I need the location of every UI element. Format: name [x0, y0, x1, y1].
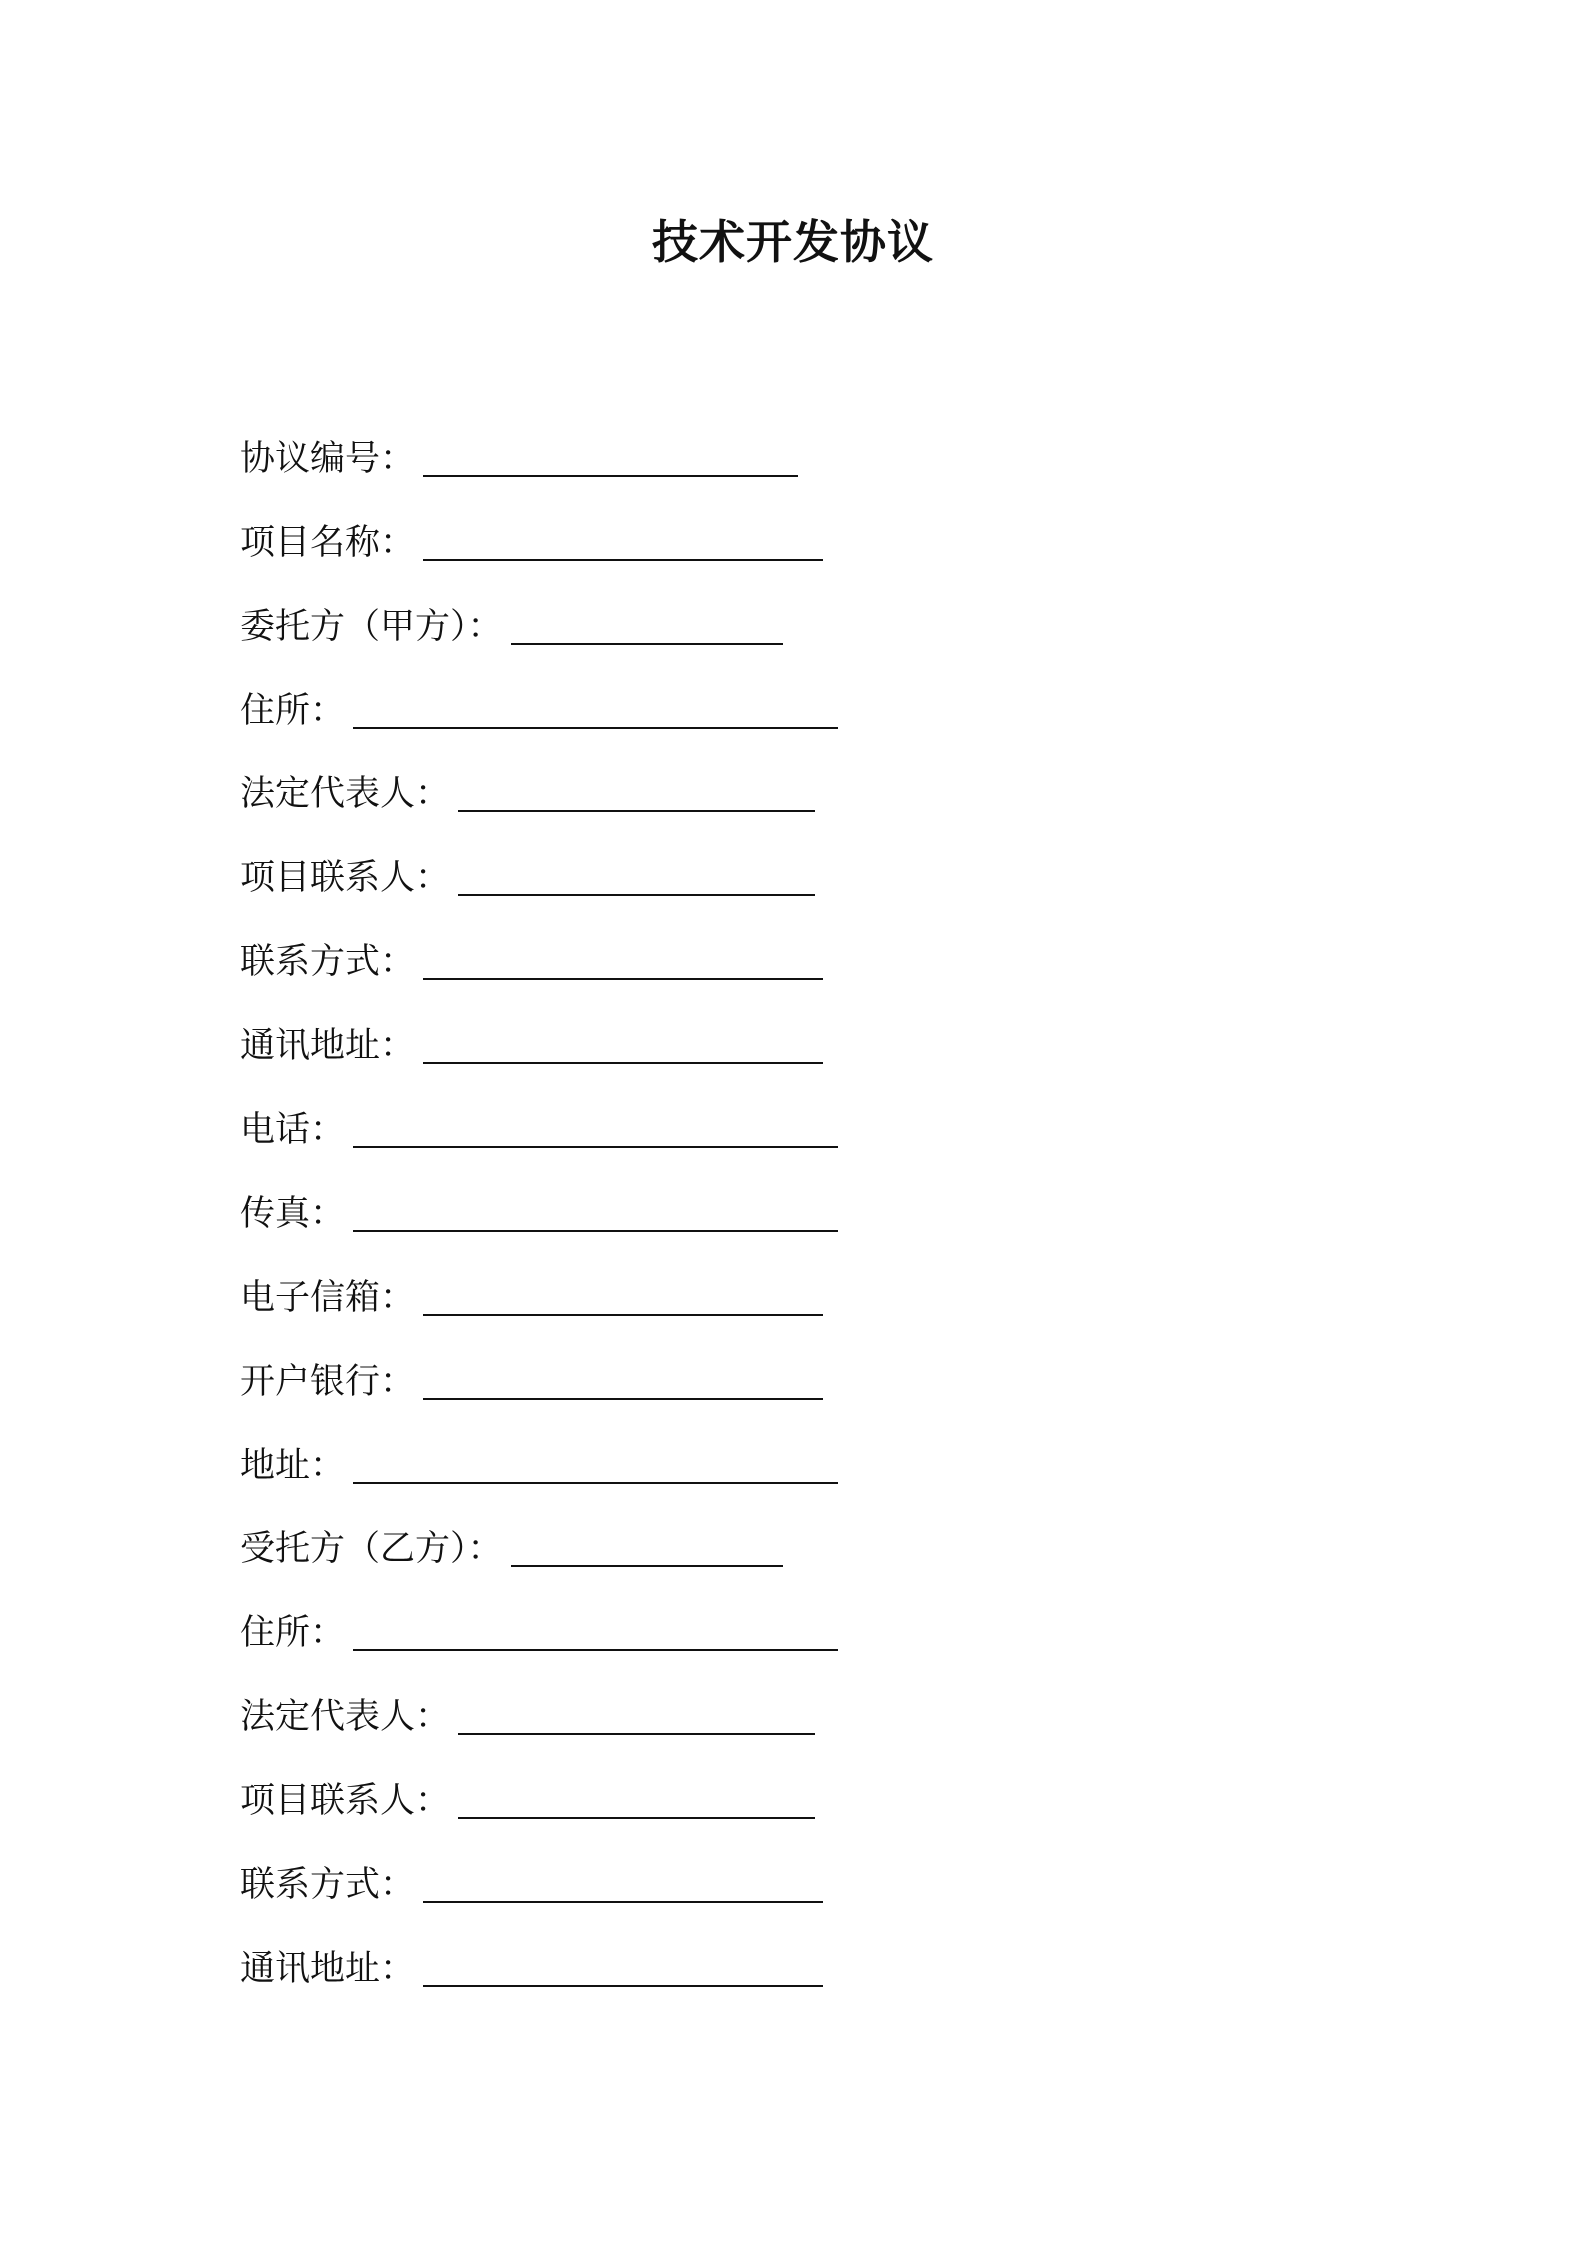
- field-label: 项目名称：: [240, 522, 416, 563]
- blank-line[interactable]: [423, 1062, 823, 1064]
- blank-line[interactable]: [423, 1398, 823, 1400]
- field-party-a: [240, 573, 1340, 657]
- field-label: 法定代表人：: [240, 774, 451, 815]
- blank-line[interactable]: [458, 1817, 815, 1819]
- blank-line[interactable]: [353, 1649, 838, 1651]
- field-party-a-mailing-address: [240, 992, 1340, 1076]
- blank-line[interactable]: [423, 559, 823, 561]
- field-label: 电子信箱：: [240, 1277, 416, 1318]
- field-party-b-legal-rep: [240, 1663, 1340, 1747]
- blank-line[interactable]: [423, 1985, 823, 1987]
- field-label: 协议编号：: [240, 438, 416, 479]
- field-party-b-contact-person: [240, 1747, 1340, 1831]
- field-party-b-contact-method: [240, 1831, 1340, 1915]
- field-party-b-domicile: [240, 1579, 1340, 1663]
- blank-line[interactable]: [423, 1314, 823, 1316]
- field-party-a-email: [240, 1244, 1340, 1328]
- blank-line[interactable]: [511, 1565, 783, 1567]
- blank-line[interactable]: [458, 894, 815, 896]
- field-label: 委托方（甲方）：: [240, 606, 503, 647]
- field-label: 通讯地址：: [240, 1026, 416, 1067]
- blank-line[interactable]: [423, 978, 823, 980]
- field-party-a-contact-method: [240, 908, 1340, 992]
- field-party-a-phone: [240, 1076, 1340, 1160]
- blank-line[interactable]: [353, 1146, 838, 1148]
- party-info-fields: [240, 405, 1340, 1999]
- field-party-a-contact-person: [240, 824, 1340, 908]
- field-party-a-bank-address: [240, 1412, 1340, 1496]
- field-label: 联系方式：: [240, 942, 416, 983]
- field-project-name: [240, 489, 1340, 573]
- field-label: 地址：: [240, 1445, 346, 1486]
- blank-line[interactable]: [511, 643, 783, 645]
- field-label: 开户银行：: [240, 1361, 416, 1402]
- blank-line[interactable]: [423, 1901, 823, 1903]
- field-party-a-fax: [240, 1160, 1340, 1244]
- document-title: 技术开发协议: [652, 215, 934, 269]
- field-party-b: [240, 1496, 1340, 1580]
- field-label: 住所：: [240, 1613, 346, 1654]
- blank-line[interactable]: [353, 1482, 838, 1484]
- field-label: 传真：: [240, 1193, 346, 1234]
- field-party-a-legal-rep: [240, 741, 1340, 825]
- field-party-b-mailing-address: [240, 1915, 1340, 1999]
- blank-line[interactable]: [458, 1733, 815, 1735]
- field-party-a-bank: [240, 1328, 1340, 1412]
- field-label: 联系方式：: [240, 1865, 416, 1906]
- field-label: 项目联系人：: [240, 1781, 451, 1822]
- field-label: 通讯地址：: [240, 1948, 416, 1989]
- field-label: 受托方（乙方）：: [240, 1529, 503, 1570]
- blank-line[interactable]: [423, 475, 798, 477]
- field-label: 住所：: [240, 690, 346, 731]
- field-label: 项目联系人：: [240, 858, 451, 899]
- field-party-a-domicile: [240, 657, 1340, 741]
- blank-line[interactable]: [353, 1230, 838, 1232]
- blank-line[interactable]: [458, 810, 815, 812]
- field-agreement-number: [240, 405, 1340, 489]
- blank-line[interactable]: [353, 727, 838, 729]
- field-label: 法定代表人：: [240, 1697, 451, 1738]
- field-label: 电话：: [240, 1110, 346, 1151]
